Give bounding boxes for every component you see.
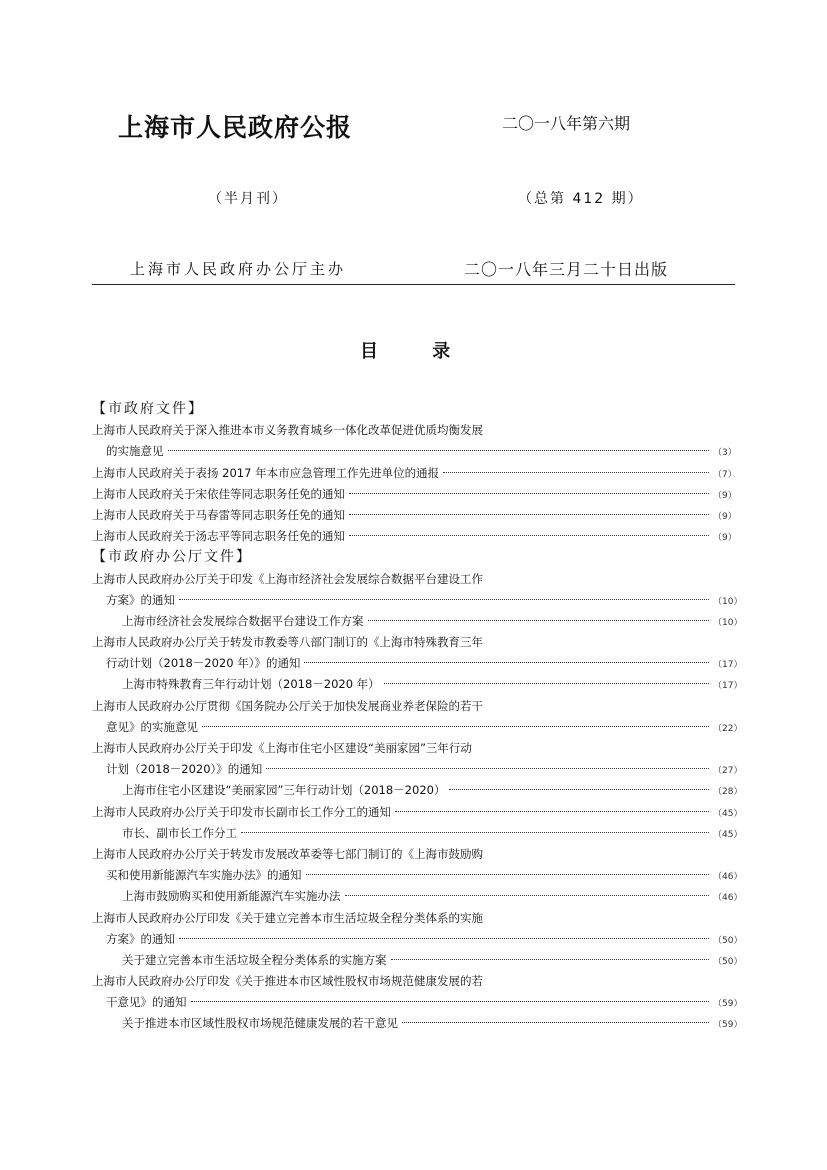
toc-entry-text: 上海市人民政府关于表扬 2017 年本市应急管理工作先进单位的通报	[92, 465, 440, 480]
gazette-title: 上海市人民政府公报	[118, 113, 353, 142]
toc-entry-text: 上海市人民政府办公厅关于印发市长副市长工作分工的通知	[92, 804, 391, 819]
toc-entry[interactable]	[92, 823, 743, 844]
page-number: （45）	[713, 829, 743, 840]
page-number: （46）	[713, 893, 743, 904]
toc-entry-text: 上海市人民政府办公厅关于印发《上海市住宅小区建设“美丽家园”三年行动	[92, 741, 472, 755]
toc-entry-text: 意见》的实施意见	[106, 719, 198, 734]
dot-leader	[179, 599, 709, 600]
toc-entry[interactable]	[92, 505, 735, 526]
toc-entry-text: 关于建立完善本市生活垃圾全程分类体系的实施方案	[122, 952, 387, 967]
page-number: （17）	[713, 660, 743, 671]
toc-entry	[92, 569, 735, 590]
page-number: （45）	[713, 808, 743, 819]
toc-entry	[92, 420, 735, 441]
dot-leader	[168, 450, 710, 451]
dot-leader	[266, 768, 709, 769]
dot-leader	[191, 1001, 710, 1002]
dot-leader	[395, 811, 709, 812]
page-number: （3）	[713, 448, 737, 459]
page-number: （50）	[713, 956, 743, 967]
dot-leader	[304, 662, 709, 663]
page-number: （10）	[713, 617, 743, 628]
toc-entry-text: 上海市人民政府办公厅关于转发市发展改革委等七部门制订的《上海市鼓励购	[92, 846, 483, 861]
toc-entry[interactable]	[92, 759, 743, 780]
page-number: （46）	[713, 872, 743, 883]
toc-entry[interactable]	[92, 611, 743, 632]
toc-entry	[92, 632, 735, 653]
dot-leader	[391, 959, 710, 960]
table-of-contents	[92, 399, 743, 1035]
toc-entry-text: 上海市住宅小区建设“美丽家园”三年行动计划（2018－2020）	[122, 783, 446, 798]
toc-entry	[92, 696, 735, 717]
toc-entry-text: 上海市鼓励购买和使用新能源汽车实施办法	[122, 889, 341, 904]
toc-section-heading	[92, 547, 735, 568]
toc-entry[interactable]	[92, 950, 743, 971]
toc-section-heading	[92, 399, 735, 420]
issue-number: 二〇一八年第六期	[502, 114, 631, 133]
toc-entry-text: 方案》的通知	[106, 592, 175, 607]
page-number: （27）	[713, 766, 743, 777]
page-number: （10）	[713, 596, 743, 607]
toc-entry[interactable]	[92, 992, 743, 1013]
toc-entry-text: 【市政府办公厅文件】	[92, 549, 252, 566]
dot-leader	[349, 514, 709, 515]
page-number: （50）	[713, 935, 743, 946]
dot-leader	[368, 620, 710, 621]
page-number: （7）	[713, 469, 737, 480]
toc-entry[interactable]	[92, 802, 743, 823]
toc-entry-text: 上海市人民政府关于宋依佳等同志职务任免的通知	[92, 486, 345, 501]
publication-date: 二〇一八年三月二十日出版	[464, 260, 669, 279]
toc-entry[interactable]	[92, 526, 735, 547]
toc-entry[interactable]	[92, 929, 743, 950]
toc-entry[interactable]	[92, 590, 743, 611]
page-number: （28）	[713, 787, 743, 798]
dot-leader	[443, 472, 709, 473]
toc-entry[interactable]	[92, 780, 743, 801]
toc-entry-text: 上海市人民政府关于马春雷等同志职务任免的通知	[92, 507, 345, 522]
toc-entry[interactable]	[92, 674, 743, 695]
toc-entry-text: 关于推进本市区域性股权市场规范健康发展的若干意见	[122, 1016, 398, 1031]
toc-entry	[92, 971, 735, 992]
toc-entry-text: 买和使用新能源汽车实施办法》的通知	[106, 868, 302, 883]
toc-entry[interactable]	[92, 441, 735, 462]
toc-entry-text: 计划（2018－2020）》的通知	[106, 762, 263, 777]
toc-entry-text: 上海市人民政府关于深入推进本市义务教育城乡一体化改革促进优质均衡发展	[92, 423, 483, 438]
toc-entry-text: 上海市人民政府办公厅关于转发市教委等八部门制订的《上海市特殊教育三年	[92, 635, 483, 650]
toc-entry-text: 上海市人民政府办公厅关于印发《上海市经济社会发展综合数据平台建设工作	[92, 571, 483, 586]
publication-frequency: （半月刊）	[208, 191, 288, 207]
toc-entry[interactable]	[92, 1013, 743, 1034]
toc-entry[interactable]	[92, 886, 743, 907]
dot-leader	[179, 938, 709, 939]
toc-entry-text: 行动计划（2018－2020 年）》的通知	[106, 656, 301, 671]
page-number: （9）	[713, 490, 737, 501]
toc-entry-text: 上海市人民政府办公厅贯彻《国务院办公厅关于加快发展商业养老保险的若干	[92, 698, 483, 713]
toc-entry[interactable]	[92, 484, 735, 505]
page-number: （59）	[713, 999, 743, 1010]
dot-leader	[449, 789, 709, 790]
page-number: （59）	[713, 1020, 743, 1031]
dot-leader	[202, 726, 709, 727]
toc-entry-text: 【市政府文件】	[92, 401, 204, 417]
page-number: （9）	[713, 511, 737, 522]
toc-entry-text: 干意见》的通知	[106, 995, 187, 1010]
toc-entry-text: 上海市人民政府办公厅印发《关于建立完善本市生活垃圾全程分类体系的实施	[92, 910, 483, 925]
dot-leader	[349, 535, 709, 536]
page-number: （9）	[713, 533, 737, 544]
publisher: 上海市人民政府办公厅主办	[130, 260, 347, 278]
dot-leader	[306, 874, 710, 875]
toc-entry[interactable]	[92, 717, 743, 738]
dot-leader	[345, 895, 710, 896]
toc-entry	[92, 738, 735, 759]
toc-entry[interactable]	[92, 463, 735, 484]
dot-leader	[349, 493, 709, 494]
toc-entry-text: 方案》的通知	[106, 931, 175, 946]
toc-entry-text: 上海市人民政府办公厅印发《关于推进本市区域性股权市场规范健康发展的若	[92, 974, 483, 989]
toc-entry[interactable]	[92, 653, 743, 674]
dot-leader	[384, 683, 709, 684]
total-issue-number: （总第 412 期）	[518, 191, 644, 207]
toc-entry[interactable]	[92, 865, 743, 886]
page-number: （17）	[713, 681, 743, 692]
page-number: （22）	[713, 723, 743, 734]
toc-title: 目 录	[360, 341, 451, 362]
toc-entry-text: 上海市经济社会发展综合数据平台建设工作方案	[122, 613, 364, 628]
toc-entry-text: 市长、副市长工作分工	[122, 825, 237, 840]
dot-leader	[241, 832, 709, 833]
dot-leader	[402, 1022, 709, 1023]
toc-entry-text: 上海市特殊教育三年行动计划（2018－2020 年）	[122, 677, 380, 692]
toc-entry-text: 的实施意见	[106, 444, 164, 459]
toc-entry	[92, 908, 735, 929]
toc-entry	[92, 844, 735, 865]
header-divider	[92, 284, 735, 285]
toc-entry-text: 上海市人民政府关于汤志平等同志职务任免的通知	[92, 529, 345, 544]
